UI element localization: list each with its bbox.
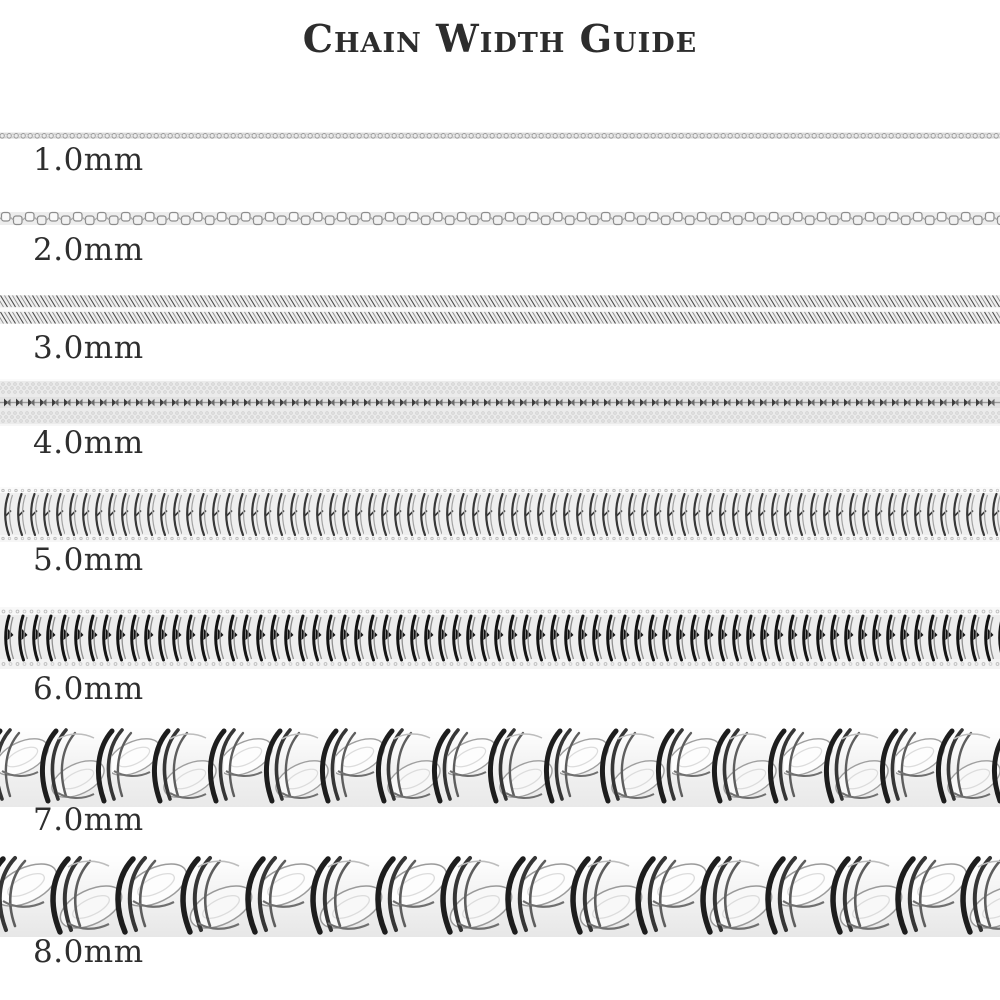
chain-photo-2mm bbox=[0, 208, 1000, 229]
chain-width-label-7mm: 7.0mm bbox=[33, 802, 144, 838]
chain-width-label-5mm: 5.0mm bbox=[33, 542, 144, 578]
chain-photo-7mm bbox=[0, 727, 1000, 807]
page-title: Chain Width Guide bbox=[302, 16, 698, 61]
chain-width-label-1mm: 1.0mm bbox=[33, 142, 144, 178]
chain-photo-6mm bbox=[0, 607, 1000, 669]
chain-width-label-3mm: 3.0mm bbox=[33, 330, 144, 366]
chain-photo-4mm bbox=[0, 379, 1000, 426]
chain-photo-1mm bbox=[0, 129, 1000, 142]
chain-photo-3mm bbox=[0, 293, 1000, 327]
chain-width-label-6mm: 6.0mm bbox=[33, 671, 144, 707]
chain-width-label-2mm: 2.0mm bbox=[33, 232, 144, 268]
chain-width-label-8mm: 8.0mm bbox=[33, 934, 144, 970]
chain-photo-5mm bbox=[0, 487, 1000, 542]
chain-photo-8mm bbox=[0, 855, 1000, 937]
chain-width-label-4mm: 4.0mm bbox=[33, 425, 144, 461]
